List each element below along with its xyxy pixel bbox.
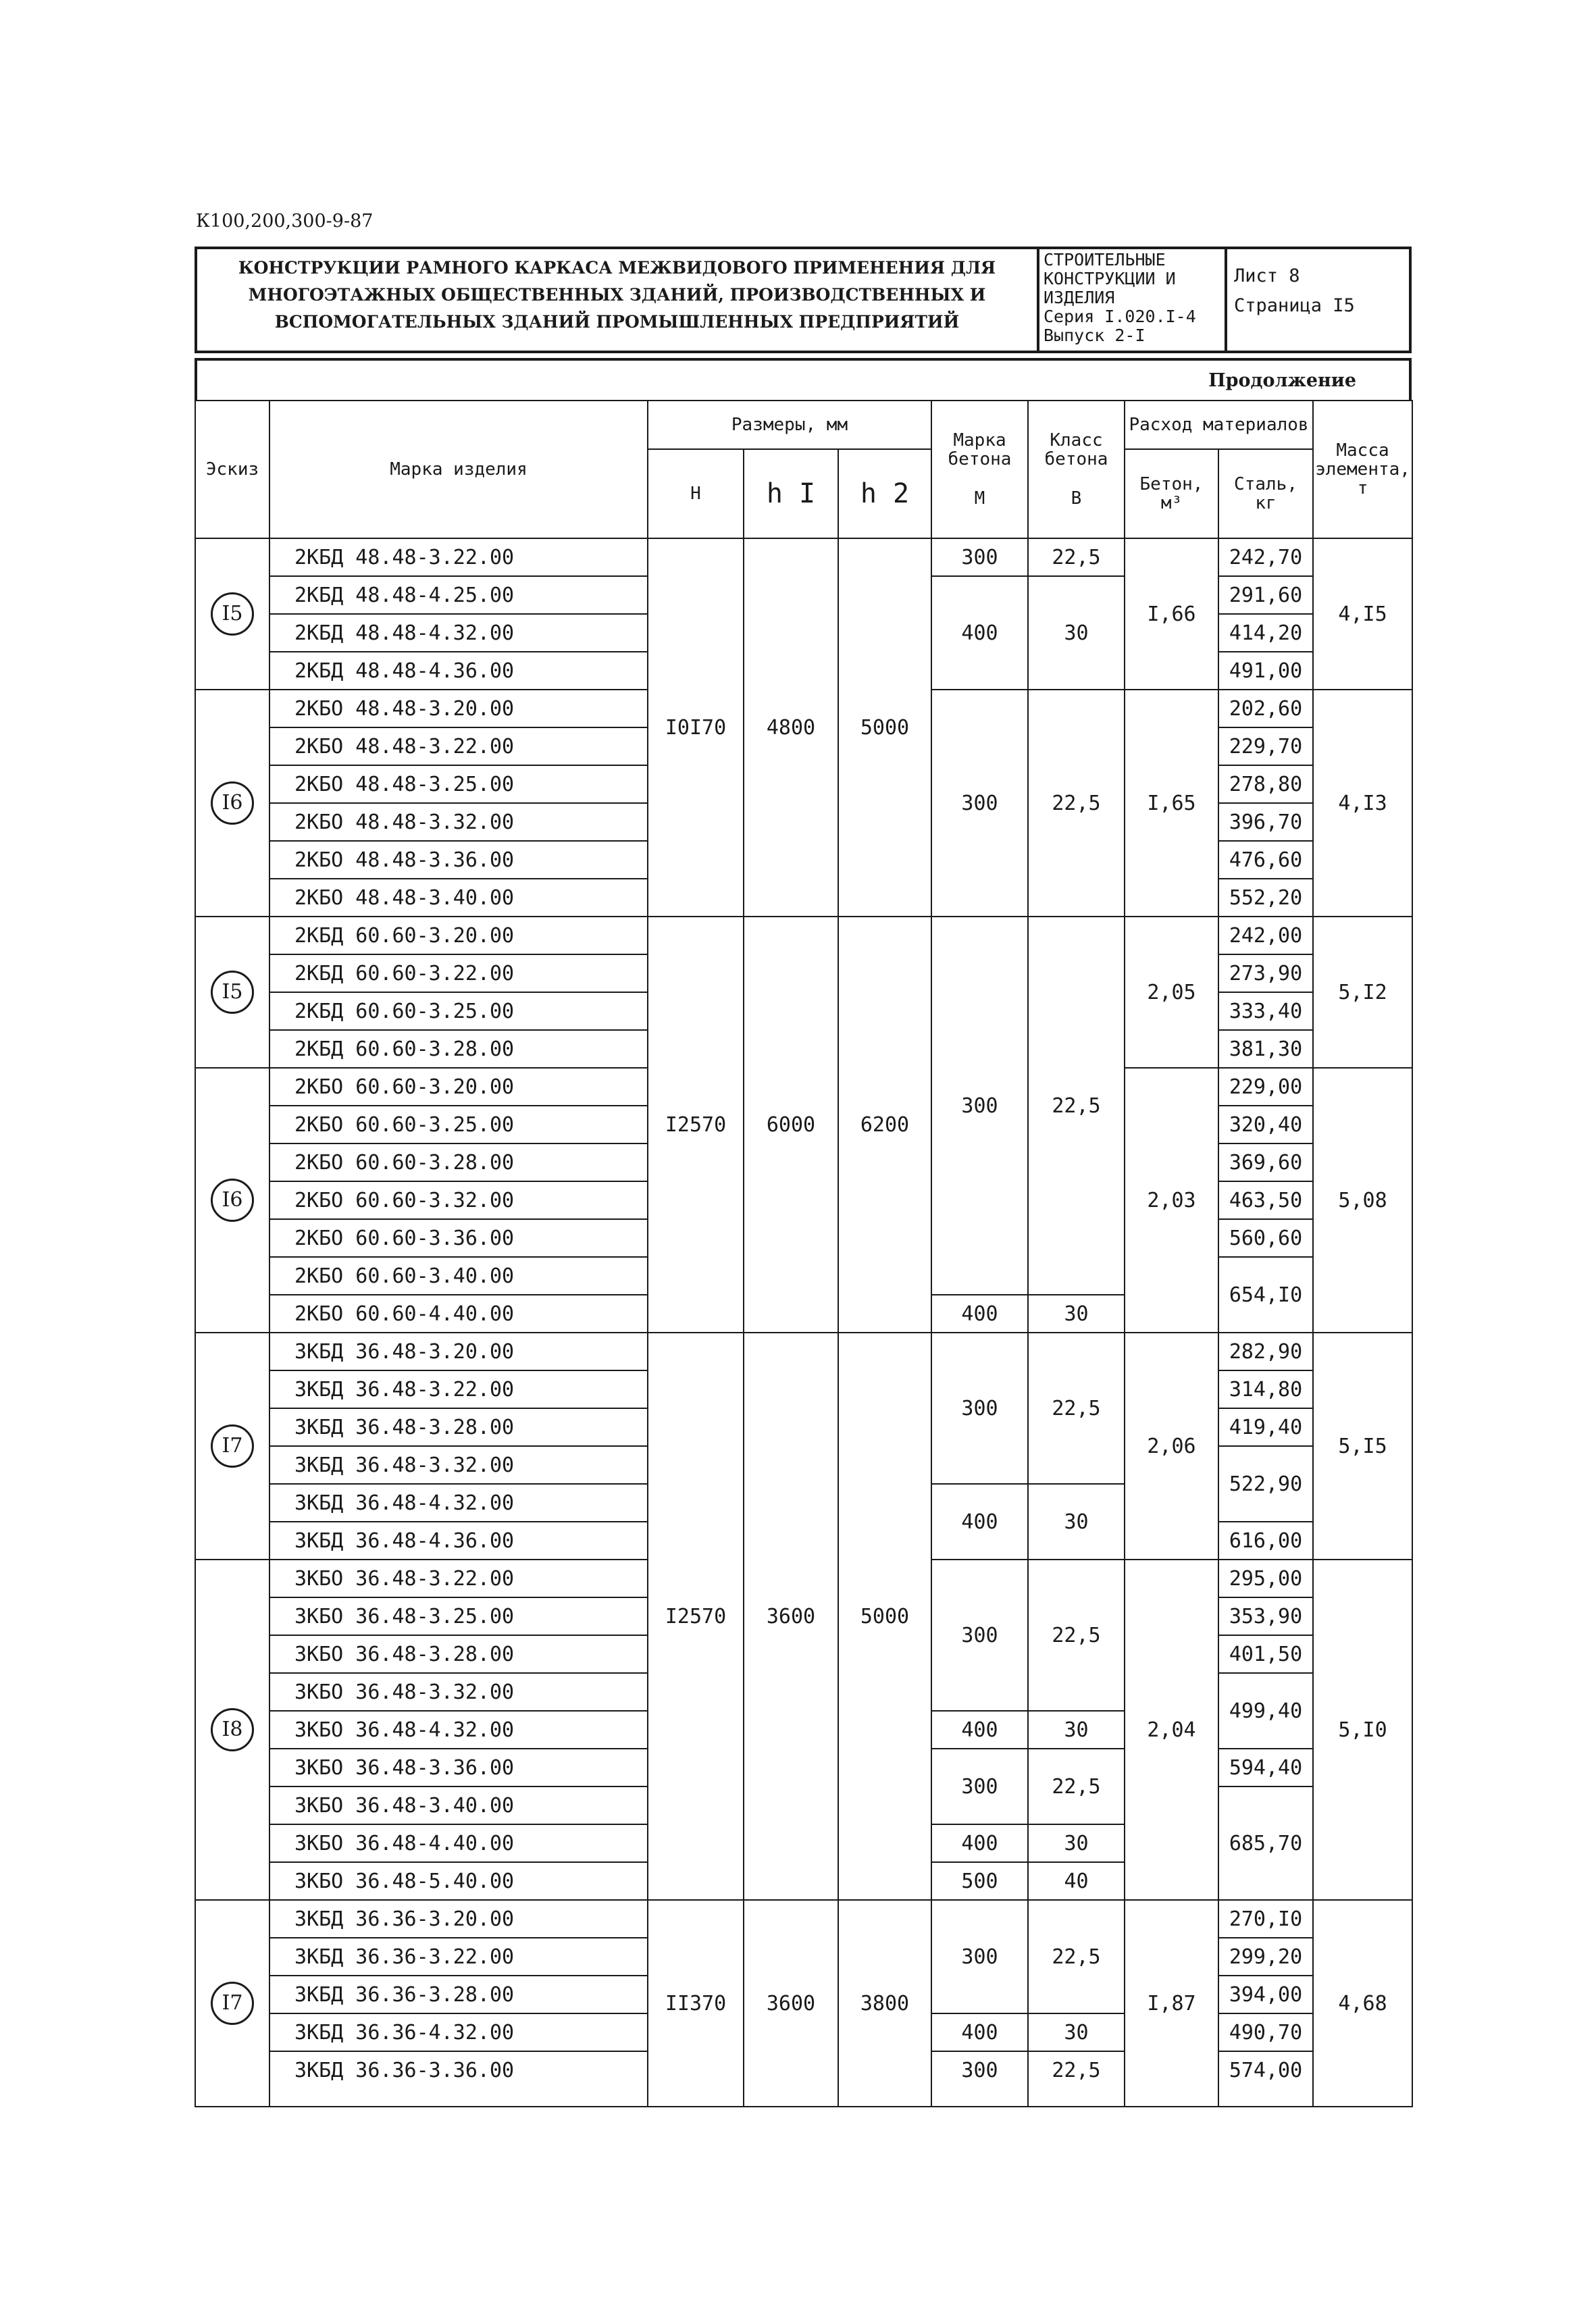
steel-cell: 491,00 <box>1218 652 1313 690</box>
table-row-mark: 2КБД 48.48-4.25.00 <box>269 576 648 614</box>
title-block <box>195 247 1412 353</box>
steel-cell: 401,50 <box>1218 1635 1313 1673</box>
size-h1: 6000 <box>744 917 838 1333</box>
continuation-label: Продолжение <box>195 358 1412 400</box>
table-row-mark: 2КБД 60.60-3.28.00 <box>269 1030 648 1068</box>
concrete-volume-cell: 2,05 <box>1125 917 1218 1068</box>
table-row-mark: 2КБО 48.48-3.22.00 <box>269 727 648 765</box>
table-row-mark: 3КБО 36.48-5.40.00 <box>269 1862 648 1900</box>
steel-cell: 463,50 <box>1218 1181 1313 1219</box>
sketch-marker: I5 <box>211 592 254 636</box>
steel-cell: 369,60 <box>1218 1143 1313 1181</box>
category-line: ИЗДЕЛИЯ <box>1044 288 1115 307</box>
steel-cell: 314,80 <box>1218 1370 1313 1408</box>
title-line: КОНСТРУКЦИИ РАМНОГО КАРКАСА МЕЖВИДОВОГО ПРИМЕНЕНИЯ ДЛЯ <box>238 258 996 278</box>
issue-number: Выпуск 2-I <box>1044 326 1145 345</box>
steel-cell: 490,70 <box>1218 2013 1313 2051</box>
col-class <box>1028 401 1125 538</box>
sheet-block <box>1227 249 1414 351</box>
steel-cell: 522,90 <box>1218 1446 1313 1522</box>
mass-cell: 4,68 <box>1313 1900 1412 2107</box>
col-h1: h I <box>744 449 838 538</box>
document-title <box>197 249 1039 351</box>
class-cell: 30 <box>1028 1824 1125 1862</box>
table-row-mark: 3КБО 36.48-3.28.00 <box>269 1635 648 1673</box>
table-row-mark: 2КБО 60.60-4.40.00 <box>269 1295 648 1333</box>
sketch-cell <box>195 1900 269 2107</box>
category-line: КОНСТРУКЦИИ И <box>1044 269 1176 288</box>
table-row-mark: 3КБД 36.48-3.28.00 <box>269 1408 648 1446</box>
sketch-cell <box>195 690 269 917</box>
class-cell: 30 <box>1028 1711 1125 1749</box>
mass-cell: 5,I0 <box>1313 1560 1412 1900</box>
concrete-volume-cell: I,65 <box>1125 690 1218 917</box>
steel-cell: 560,60 <box>1218 1219 1313 1257</box>
table-row-mark: 2КБО 60.60-3.20.00 <box>269 1068 648 1106</box>
col-class-label: Класс бетона <box>1044 430 1108 469</box>
sketch-marker: I6 <box>211 781 254 825</box>
sketch-cell <box>195 1333 269 1560</box>
series-block <box>1039 249 1227 351</box>
col-mass: Масса элемента, т <box>1313 401 1412 538</box>
table-row-mark: 2КБО 60.60-3.32.00 <box>269 1181 648 1219</box>
class-cell: 22,5 <box>1028 1333 1125 1484</box>
col-mark: Марка изделия <box>269 401 648 538</box>
table-row-mark: 2КБО 60.60-3.40.00 <box>269 1257 648 1295</box>
sketch-marker: I7 <box>211 1982 254 2025</box>
steel-cell: 476,60 <box>1218 841 1313 879</box>
table-row-mark: 3КБД 36.36-3.28.00 <box>269 1976 648 2013</box>
col-h2: h 2 <box>838 449 931 538</box>
table-row-mark: 3КБО 36.48-3.40.00 <box>269 1786 648 1824</box>
col-H: Н <box>648 449 744 538</box>
sketch-marker: I6 <box>211 1179 254 1222</box>
concrete-volume-cell: 2,06 <box>1125 1333 1218 1560</box>
class-cell: 30 <box>1028 1484 1125 1560</box>
steel-cell: 273,90 <box>1218 954 1313 992</box>
class-cell: 22,5 <box>1028 917 1125 1295</box>
mass-cell: 4,I3 <box>1313 690 1412 917</box>
class-cell: 22,5 <box>1028 538 1125 576</box>
table-row-mark: 2КБД 48.48-3.22.00 <box>269 538 648 576</box>
grade-cell: 400 <box>931 1711 1028 1749</box>
grade-cell: 400 <box>931 1484 1028 1560</box>
grade-cell: 300 <box>931 917 1028 1295</box>
table-row-mark: 2КБО 48.48-3.25.00 <box>269 765 648 803</box>
sketch-marker: I7 <box>211 1424 254 1468</box>
table-row-mark: 2КБД 60.60-3.22.00 <box>269 954 648 992</box>
size-H: I2570 <box>648 1333 744 1900</box>
sketch-cell <box>195 1560 269 1900</box>
steel-cell: 394,00 <box>1218 1976 1313 2013</box>
size-h2: 3800 <box>838 1900 931 2107</box>
mass-cell: 4,I5 <box>1313 538 1412 690</box>
class-cell: 22,5 <box>1028 690 1125 917</box>
class-cell: 22,5 <box>1028 1749 1125 1824</box>
class-cell: 30 <box>1028 2013 1125 2051</box>
table-row-mark: 2КБО 48.48-3.36.00 <box>269 841 648 879</box>
class-cell: 30 <box>1028 1295 1125 1333</box>
table-row-mark: 3КБД 36.36-4.32.00 <box>269 2013 648 2051</box>
class-cell: 22,5 <box>1028 1900 1125 2013</box>
table-row-mark: 2КБО 60.60-3.25.00 <box>269 1106 648 1143</box>
steel-cell: 594,40 <box>1218 1749 1313 1786</box>
table-row-mark: 3КБД 36.36-3.20.00 <box>269 1900 648 1938</box>
title-line: МНОГОЭТАЖНЫХ ОБЩЕСТВЕННЫХ ЗДАНИЙ, ПРОИЗВОДСТВЕННЫХ И <box>248 285 986 305</box>
mass-cell: 5,08 <box>1313 1068 1412 1333</box>
concrete-volume-cell: 2,04 <box>1125 1560 1218 1900</box>
table-row-mark: 2КБД 60.60-3.20.00 <box>269 917 648 954</box>
table-row-mark: 3КБО 36.48-4.40.00 <box>269 1824 648 1862</box>
steel-cell: 654,I0 <box>1218 1257 1313 1333</box>
steel-cell: 616,00 <box>1218 1522 1313 1560</box>
page-number: Страница I5 <box>1234 295 1355 316</box>
size-h1: 3600 <box>744 1900 838 2107</box>
steel-cell: 282,90 <box>1218 1333 1313 1370</box>
steel-cell: 333,40 <box>1218 992 1313 1030</box>
sketch-marker: I8 <box>211 1708 254 1751</box>
table-row-mark: 2КБД 48.48-4.32.00 <box>269 614 648 652</box>
table-row-mark: 3КБД 36.48-3.20.00 <box>269 1333 648 1370</box>
grade-cell: 300 <box>931 690 1028 917</box>
steel-cell: 419,40 <box>1218 1408 1313 1446</box>
concrete-volume-cell: 2,03 <box>1125 1068 1218 1333</box>
steel-cell: 552,20 <box>1218 879 1313 917</box>
table-row-mark: 3КБД 36.48-3.32.00 <box>269 1446 648 1484</box>
grade-cell: 400 <box>931 1295 1028 1333</box>
grade-cell: 500 <box>931 1862 1028 1900</box>
table-row-mark: 2КБО 48.48-3.40.00 <box>269 879 648 917</box>
table-row-mark: 2КБД 48.48-4.36.00 <box>269 652 648 690</box>
steel-cell: 278,80 <box>1218 765 1313 803</box>
steel-cell: 685,70 <box>1218 1786 1313 1900</box>
size-h2: 6200 <box>838 917 931 1333</box>
col-grade-label: Марка бетона <box>948 430 1012 469</box>
size-H: I2570 <box>648 917 744 1333</box>
table-row-mark: 3КБО 36.48-3.32.00 <box>269 1673 648 1711</box>
grade-cell: 300 <box>931 1900 1028 2013</box>
table-row-mark: 3КБО 36.48-4.32.00 <box>269 1711 648 1749</box>
steel-cell: 574,00 <box>1218 2051 1313 2107</box>
grade-cell: 300 <box>931 538 1028 576</box>
size-h1: 4800 <box>744 538 838 917</box>
steel-cell: 353,90 <box>1218 1597 1313 1635</box>
title-line: ВСПОМОГАТЕЛЬНЫХ ЗДАНИЙ ПРОМЫШЛЕННЫХ ПРЕДПРИЯТИЙ <box>274 312 960 332</box>
mass-cell: 5,I2 <box>1313 917 1412 1068</box>
concrete-volume-cell: I,66 <box>1125 538 1218 690</box>
steel-cell: 381,30 <box>1218 1030 1313 1068</box>
class-cell: 22,5 <box>1028 1560 1125 1711</box>
concrete-volume-cell: I,87 <box>1125 1900 1218 2107</box>
size-H: I0I70 <box>648 538 744 917</box>
document-code: К100,200,300-9-87 <box>196 211 374 232</box>
col-class-unit: В <box>1071 488 1082 509</box>
table-row-mark: 3КБД 36.48-4.36.00 <box>269 1522 648 1560</box>
size-h2: 5000 <box>838 538 931 917</box>
sheet-number: Лист 8 <box>1234 265 1300 286</box>
table-row-mark: 3КБО 36.48-3.25.00 <box>269 1597 648 1635</box>
col-grade-unit: М <box>974 488 985 509</box>
steel-cell: 299,20 <box>1218 1938 1313 1976</box>
table-row-mark: 3КБО 36.48-3.22.00 <box>269 1560 648 1597</box>
table-row-mark: 2КБО 60.60-3.36.00 <box>269 1219 648 1257</box>
sketch-marker: I5 <box>211 971 254 1014</box>
table-row-mark: 3КБД 36.48-3.22.00 <box>269 1370 648 1408</box>
grade-cell: 400 <box>931 576 1028 690</box>
steel-cell: 320,40 <box>1218 1106 1313 1143</box>
steel-cell: 202,60 <box>1218 690 1313 727</box>
table-row-mark: 2КБО 60.60-3.28.00 <box>269 1143 648 1181</box>
grade-cell: 400 <box>931 1824 1028 1862</box>
steel-cell: 295,00 <box>1218 1560 1313 1597</box>
col-consumption: Расход материалов <box>1125 401 1313 449</box>
steel-cell: 396,70 <box>1218 803 1313 841</box>
grade-cell: 300 <box>931 1749 1028 1824</box>
sketch-cell <box>195 917 269 1068</box>
category-line: СТРОИТЕЛЬНЫЕ <box>1044 250 1166 269</box>
steel-cell: 229,70 <box>1218 727 1313 765</box>
table-row-mark: 2КБД 60.60-3.25.00 <box>269 992 648 1030</box>
col-steel: Сталь, кг <box>1218 449 1313 538</box>
class-cell: 30 <box>1028 576 1125 690</box>
sketch-cell <box>195 1068 269 1333</box>
steel-cell: 242,00 <box>1218 917 1313 954</box>
size-h2: 5000 <box>838 1333 931 1900</box>
class-cell: 40 <box>1028 1862 1125 1900</box>
steel-cell: 242,70 <box>1218 538 1313 576</box>
steel-cell: 291,60 <box>1218 576 1313 614</box>
size-h1: 3600 <box>744 1333 838 1900</box>
col-grade <box>931 401 1028 538</box>
col-sketch: Эскиз <box>195 401 269 538</box>
col-sizes: Размеры, мм <box>648 401 931 449</box>
sketch-cell <box>195 538 269 690</box>
products-table <box>195 400 1413 2107</box>
table-row-mark: 3КБД 36.36-3.22.00 <box>269 1938 648 1976</box>
size-H: II370 <box>648 1900 744 2107</box>
class-cell: 22,5 <box>1028 2051 1125 2107</box>
steel-cell: 270,I0 <box>1218 1900 1313 1938</box>
series-number: Серия I.020.I-4 <box>1044 307 1196 326</box>
grade-cell: 300 <box>931 1333 1028 1484</box>
steel-cell: 499,40 <box>1218 1673 1313 1749</box>
table-row-mark: 3КБО 36.48-3.36.00 <box>269 1749 648 1786</box>
table-row-mark: 2КБО 48.48-3.32.00 <box>269 803 648 841</box>
col-concrete-volume: Бетон, м³ <box>1125 449 1218 538</box>
mass-cell: 5,I5 <box>1313 1333 1412 1560</box>
grade-cell: 300 <box>931 1560 1028 1711</box>
table-row-mark: 2КБО 48.48-3.20.00 <box>269 690 648 727</box>
steel-cell: 414,20 <box>1218 614 1313 652</box>
grade-cell: 400 <box>931 2013 1028 2051</box>
table-row-mark: 3КБД 36.48-4.32.00 <box>269 1484 648 1522</box>
grade-cell: 300 <box>931 2051 1028 2107</box>
table-row-mark: 3КБД 36.36-3.36.00 <box>269 2051 648 2107</box>
steel-cell: 229,00 <box>1218 1068 1313 1106</box>
